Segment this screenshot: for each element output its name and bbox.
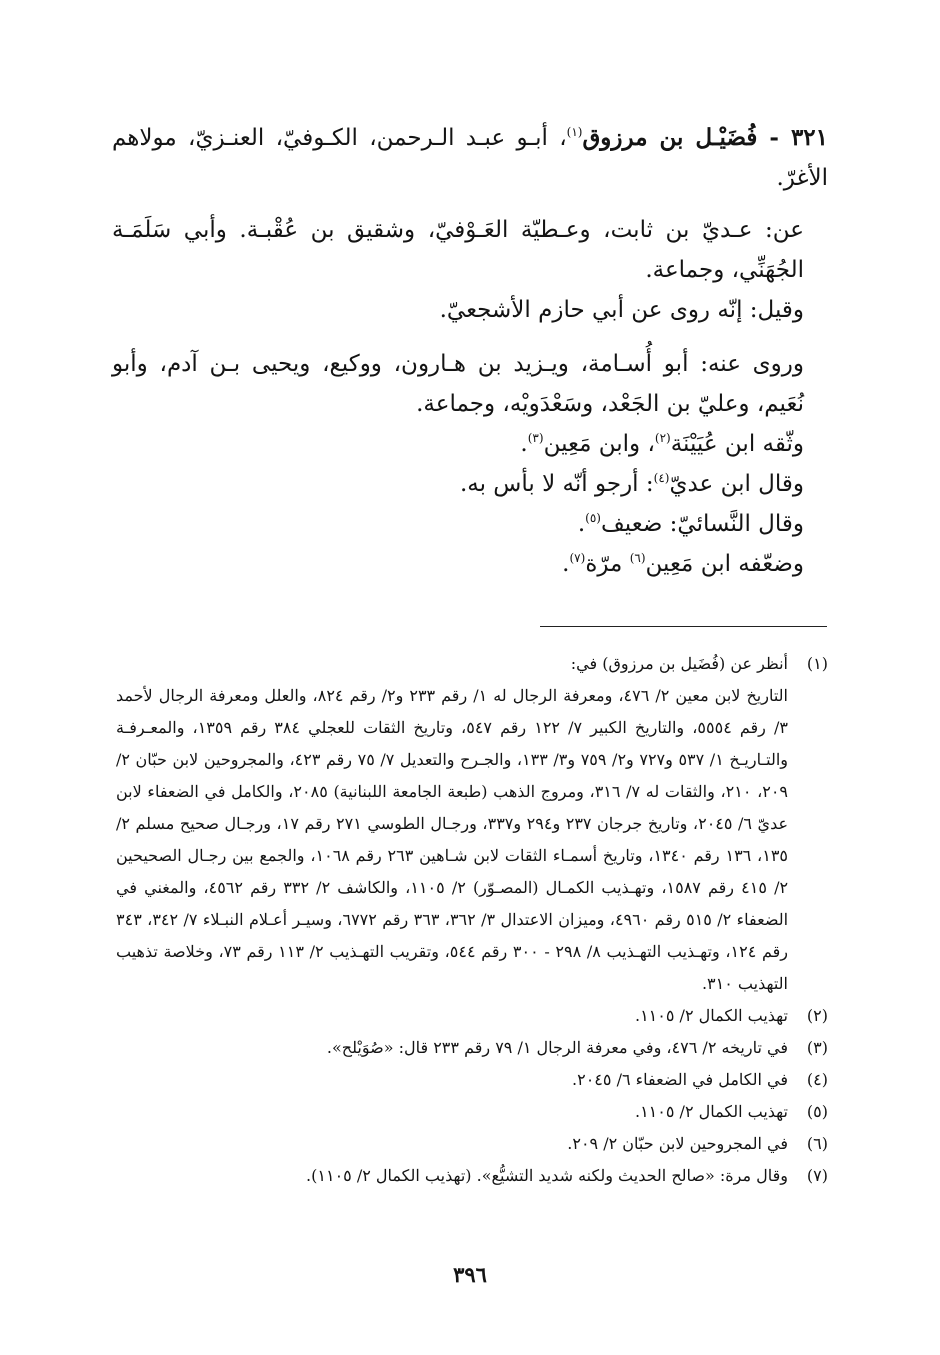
nasai-line — [112, 504, 828, 544]
footnote-line: أنظر عن (فُضَيل بن مرزوق) في: — [570, 654, 788, 673]
students-paragraph: وروى عنه: أبو أُسـامة، ويـزيد بن هـارون، ووكيع، ويحيى بـن آدم، وأبو نُعَيم، وعليّ بن الجَعْد، وسَعْدَويْه، وجماعة. — [112, 351, 804, 417]
qil-paragraph: وقيل: إنّه روى عن أبي حازم الأشجعيّ. — [439, 297, 804, 323]
footnote-ref: (٦) — [629, 551, 646, 565]
footnote-number: (٣) — [806, 1038, 828, 1057]
footnote-text: في تاريخه ٢/ ٤٧٦، وفي معرفة الرجال ١/ ٧٩ رقم ٢٣٣ قال: «صُوَيْلح». — [326, 1038, 788, 1057]
entry-heading — [112, 118, 828, 198]
footnote-6 — [116, 1128, 828, 1160]
footnote-text: وقال مرة: «صالح الحديث ولكنه شديد التشيُّع». (تهذيب الكمال ٢/ ١١٠٥). — [306, 1166, 788, 1185]
footnote-7 — [116, 1160, 828, 1192]
footnote-2 — [116, 1000, 828, 1032]
footnote-text — [116, 648, 788, 1000]
entry-dash: - — [757, 124, 791, 151]
footnote-number: (٢) — [806, 1006, 828, 1025]
ibn-adi-line — [112, 464, 828, 504]
nasai-text: وقال النَّسائيّ: ضعيف — [600, 511, 804, 537]
tawthiq-line — [112, 424, 828, 464]
footnote-ref: (١) — [566, 125, 583, 139]
page-number: ٣٩٦ — [453, 1262, 487, 1287]
teachers-paragraph: عن: عـديّ بن ثابت، وعـطيّة العَـوْفيّ، وشقيق بن عُقْبـة. وأبي سَلَمَـة الجُهَنِّي، وجماعة. — [112, 217, 804, 283]
footnote-number: (٧) — [806, 1166, 828, 1185]
footnote-4 — [116, 1064, 828, 1096]
footnote-ref: (٢) — [654, 431, 671, 445]
footnote-number: (١) — [806, 654, 828, 673]
tawthiq-text: وثّقه ابن عُيَيْنَة — [670, 431, 804, 457]
main-text — [112, 118, 828, 584]
tadif-text: مرّة — [585, 551, 630, 577]
ibn-adi-text: : أرجو أنّه لا بأس به. — [459, 471, 654, 497]
entry-title-rest: ، أبـو عبـد الـرحمن، الكـوفيّ، العنـزيّ، مولاهم الأغرّ. — [112, 125, 828, 191]
footnote-line: التاريخ لابن معين ٢/ ٤٧٦، ومعرفة الرجال له ١/ رقم ٢٣٣ و٢/ رقم ٨٢٤، والعلل ومعرفة الرجال لأحمد ٣/ رقم ٥٥٥٤، والتاريخ الكبير ٧/ ١٢٢ رقم ٥٤٧، وتاريخ الثقات للعجلي ٣٨٤ رقم ١٣٥٩، والمعـرفـة والتـاريـخ ١/ ٥٣٧ و٧٢٧ و٢/ ٧٥٩ و٣/ ١٣٣، والجـرح والتعديل ٧/ ٧٥ رقم ٤٢٣، والمجروحين لابن حبّان ٢/ ٢٠٩، ٢١٠، والثقات له ٧/ ٣١٦، ومروج الذهب (طبعة الجامعة اللبنانية) ٢٠٨٥، والكامل في الضعفاء لابن عديّ ٦/ ٢٠٤٥، وتاريخ جرجان ٢٣٧ و٢٩٤ و٣٣٧، ورجـال الطوسي ٢٧١ رقم ١٧، ورجـال صحيح مسلم ٢/ ١٣٥، ١٣٦ رقم ١٣٤٠، وتاريخ أسمـاء الثقات لابن شـاهين ٢٦٣ رقم ١٠٦٨، والجمع بين رجـال الصحيحين ٢/ ٤١٥ رقم ١٥٨٧، وتهـذيب الكمـال (المصـوّر) ٢/ ١١٠٥، والكاشف ٢/ ٣٣٢ رقم ٤٥٦٢، والمغني في الضعفاء ٢/ ٥١٥ رقم ٤٩٦٠، وميزان الاعتدال ٣/ ٣٦٢، ٣٦٣ رقم ٦٧٧٢، وسيـر أعـلام النبـلاء ٧/ ٣٤٢، ٣٤٣ رقم ١٢٤، وتهـذيب التهـذيب ٨/ ٢٩٨ - ٣٠٠ رقم ٥٤٤، وتقريب التهـذيب ٢/ ١١٣ رقم ٧٣، وخلاصة تذهيب التهذيب ٣١٠. — [116, 686, 789, 993]
footnote-ref: (٤) — [653, 471, 670, 485]
entry-name: فُضَيْـل بن مرزوق — [582, 124, 758, 151]
footnote-ref: (٧) — [569, 551, 586, 565]
footnote-5 — [116, 1096, 828, 1128]
ibn-adi-text: وقال ابن عديّ — [669, 471, 804, 497]
footnotes — [116, 648, 828, 1192]
entry-number: ٣٢١ — [790, 124, 829, 151]
footnote-text: تهذيب الكمال ٢/ ١١٠٥. — [634, 1102, 788, 1121]
footnote-separator — [540, 626, 827, 627]
footnote-number: (٥) — [806, 1102, 828, 1121]
tadif-text: وضعّفه ابن مَعِين — [645, 551, 804, 577]
tadif-end: . — [562, 551, 570, 577]
footnote-number: (٦) — [806, 1134, 828, 1153]
footnote-text: تهذيب الكمال ٢/ ١١٠٥. — [634, 1006, 788, 1025]
footnote-3 — [116, 1032, 828, 1064]
footnote-text: في الكامل في الضعفاء ٦/ ٢٠٤٥. — [572, 1070, 788, 1089]
tawthiq-end: . — [520, 431, 528, 457]
footnote-ref: (٣) — [527, 431, 544, 445]
nasai-end: . — [577, 511, 586, 537]
footnote-text: في المجروحين لابن حبّان ٢/ ٢٠٩. — [567, 1134, 788, 1153]
footnote-number: (٤) — [806, 1070, 828, 1089]
tawthiq-text: ، وابن مَعِين — [543, 431, 655, 457]
tadif-line — [112, 544, 828, 584]
footnote-1 — [116, 648, 828, 1000]
footnote-ref: (٥) — [585, 511, 601, 525]
